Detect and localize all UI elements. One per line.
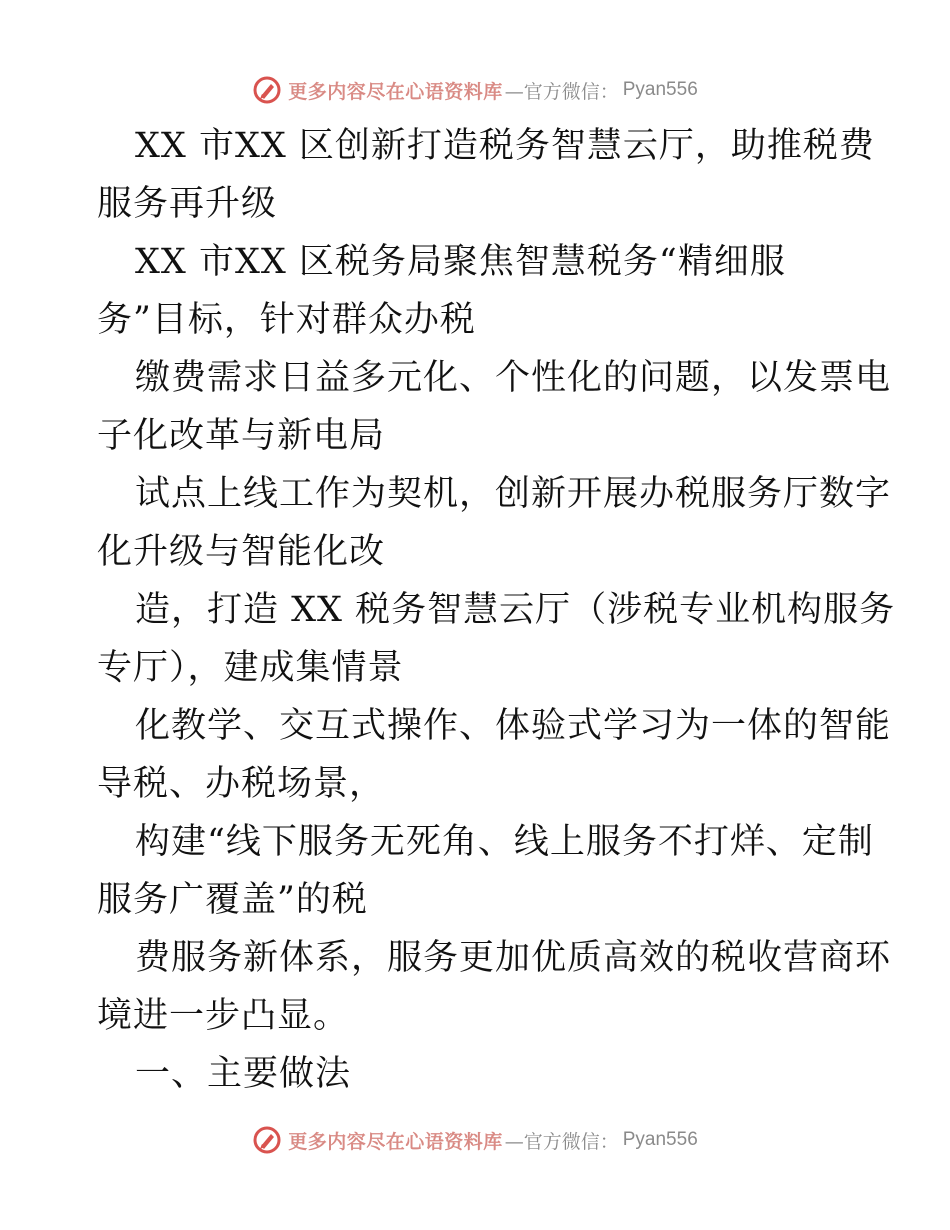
watermark-wechat-label: —官方微信： — [504, 80, 619, 103]
header-watermark — [0, 70, 950, 110]
watermark-site-text: 更多内容尽在心语资料库 — [288, 80, 503, 103]
paragraph-line: 构建“线下服务无死角、线上服务不打烊、定制 — [135, 822, 874, 862]
paragraph-line: 化升级与智能化改 — [97, 532, 386, 572]
paragraph-line: 子化改革与新电局 — [97, 416, 386, 456]
watermark-wechat-id: Pyan556 — [622, 79, 698, 100]
watermark-site-text: 更多内容尽在心语资料库 — [288, 1130, 503, 1153]
paragraph-line: 专厅），建成集情景 — [97, 648, 404, 688]
paragraph-line: 缴费需求日益多元化、个性化的问题，以发票电 — [135, 358, 892, 398]
paragraph-line: 造，打造 XX 税务智慧云厅（涉税专业机构服务 — [135, 590, 896, 630]
paragraph-line: 导税、办税场景， — [97, 764, 386, 804]
paragraph-line: 化教学、交互式操作、体验式学习为一体的智能 — [135, 706, 892, 746]
paragraph-line: 试点上线工作为契机，创新开展办税服务厅数字 — [135, 474, 892, 514]
paragraph-line: XX 市XX 区税务局聚焦智慧税务“精细服 — [135, 242, 786, 282]
watermark-wechat-label: —官方微信： — [504, 1130, 619, 1153]
paragraph-line: 境进一步凸显。 — [97, 996, 350, 1036]
footer-watermark — [0, 1120, 950, 1160]
pen-logo-icon — [252, 75, 282, 105]
paragraph-line: 务”目标，针对群众办税 — [97, 300, 476, 340]
section-heading: 一、主要做法 — [135, 1054, 352, 1094]
paragraph-line: 费服务新体系，服务更加优质高效的税收营商环 — [135, 938, 892, 978]
document-body — [97, 117, 896, 1103]
paragraph-line: XX 市XX 区创新打造税务智慧云厅，助推税费 — [135, 126, 875, 166]
paragraph-line: 服务再升级 — [97, 184, 278, 224]
paragraph-line: 服务广覆盖”的税 — [97, 880, 368, 920]
pen-logo-icon — [252, 1125, 282, 1155]
watermark-wechat-id: Pyan556 — [622, 1129, 698, 1150]
